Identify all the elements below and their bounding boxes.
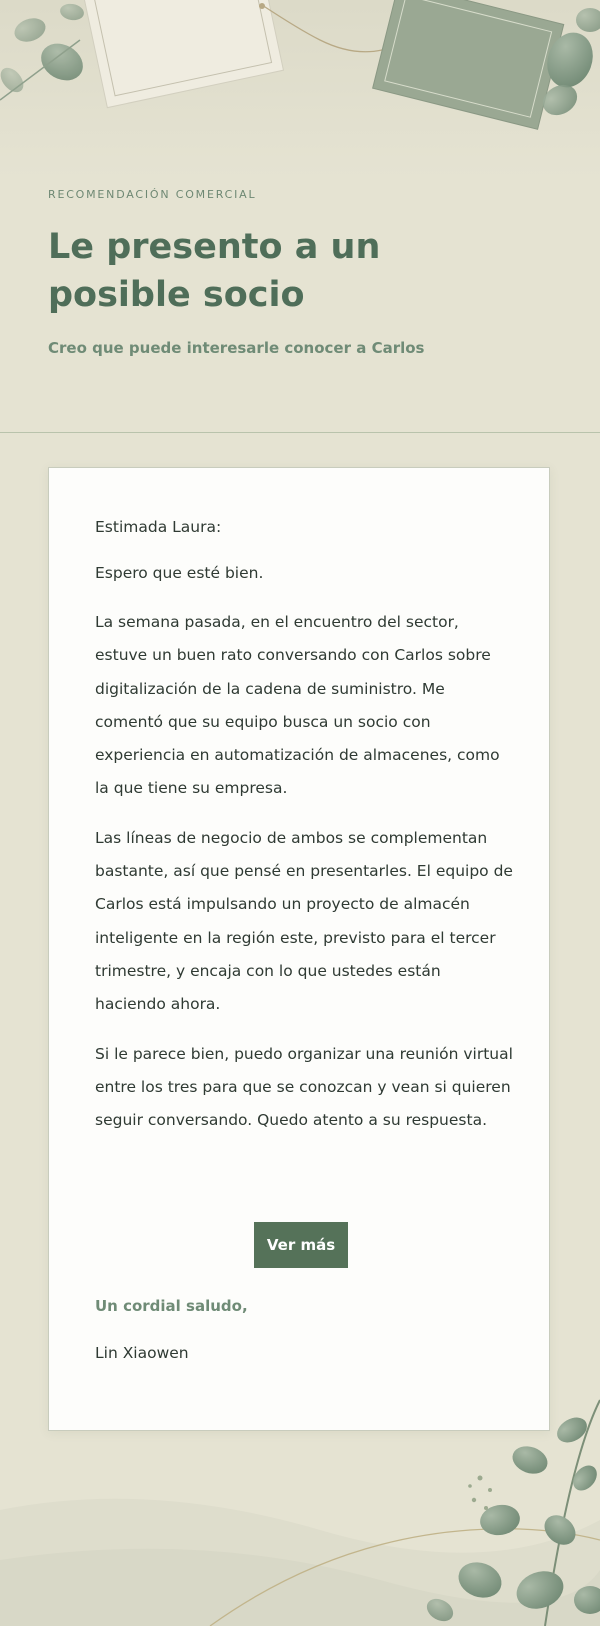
divider bbox=[0, 432, 600, 433]
letter-closing: Un cordial saludo, bbox=[95, 1297, 248, 1315]
letter-greeting: Estimada Laura: bbox=[95, 518, 222, 536]
letter-paragraph: Si le parece bien, puedo organizar una reunión virtual entre los tres para que se conozcan y vean si quieren seguir conversando. Quedo atento a su respuesta. bbox=[95, 1044, 513, 1130]
letter-paragraph: La semana pasada, en el encuentro del sector, estuve un buen rato conversando con Carlos sobre digitalización de la cadena de suministro. Me comentó que su equipo busca un socio con experiencia en automatización de almacenes, como la que tiene su empresa. bbox=[95, 613, 500, 798]
letter-signature: Lin Xiaowen bbox=[95, 1344, 189, 1362]
eyebrow-label: RECOMENDACIÓN COMERCIAL bbox=[48, 188, 257, 201]
page-title: Le presento a un posible socio bbox=[48, 227, 381, 315]
letter-body bbox=[95, 516, 515, 1137]
letter-paragraph: Espero que esté bien. bbox=[95, 564, 264, 582]
see-more-button[interactable]: Ver más bbox=[254, 1222, 348, 1268]
letter-paragraph: Las líneas de negocio de ambos se complementan bastante, así que pensé en presentarles. El equipo de Carlos está impulsando un proyecto de almacén inteligente en la región este, previsto para el tercer trimestre, y encaja con lo que ustedes están haciendo ahora. bbox=[95, 828, 513, 1014]
page-header bbox=[48, 188, 568, 357]
letter-card bbox=[48, 467, 550, 1431]
page-subtitle: Creo que puede interesarle conocer a Carlos bbox=[48, 339, 425, 357]
